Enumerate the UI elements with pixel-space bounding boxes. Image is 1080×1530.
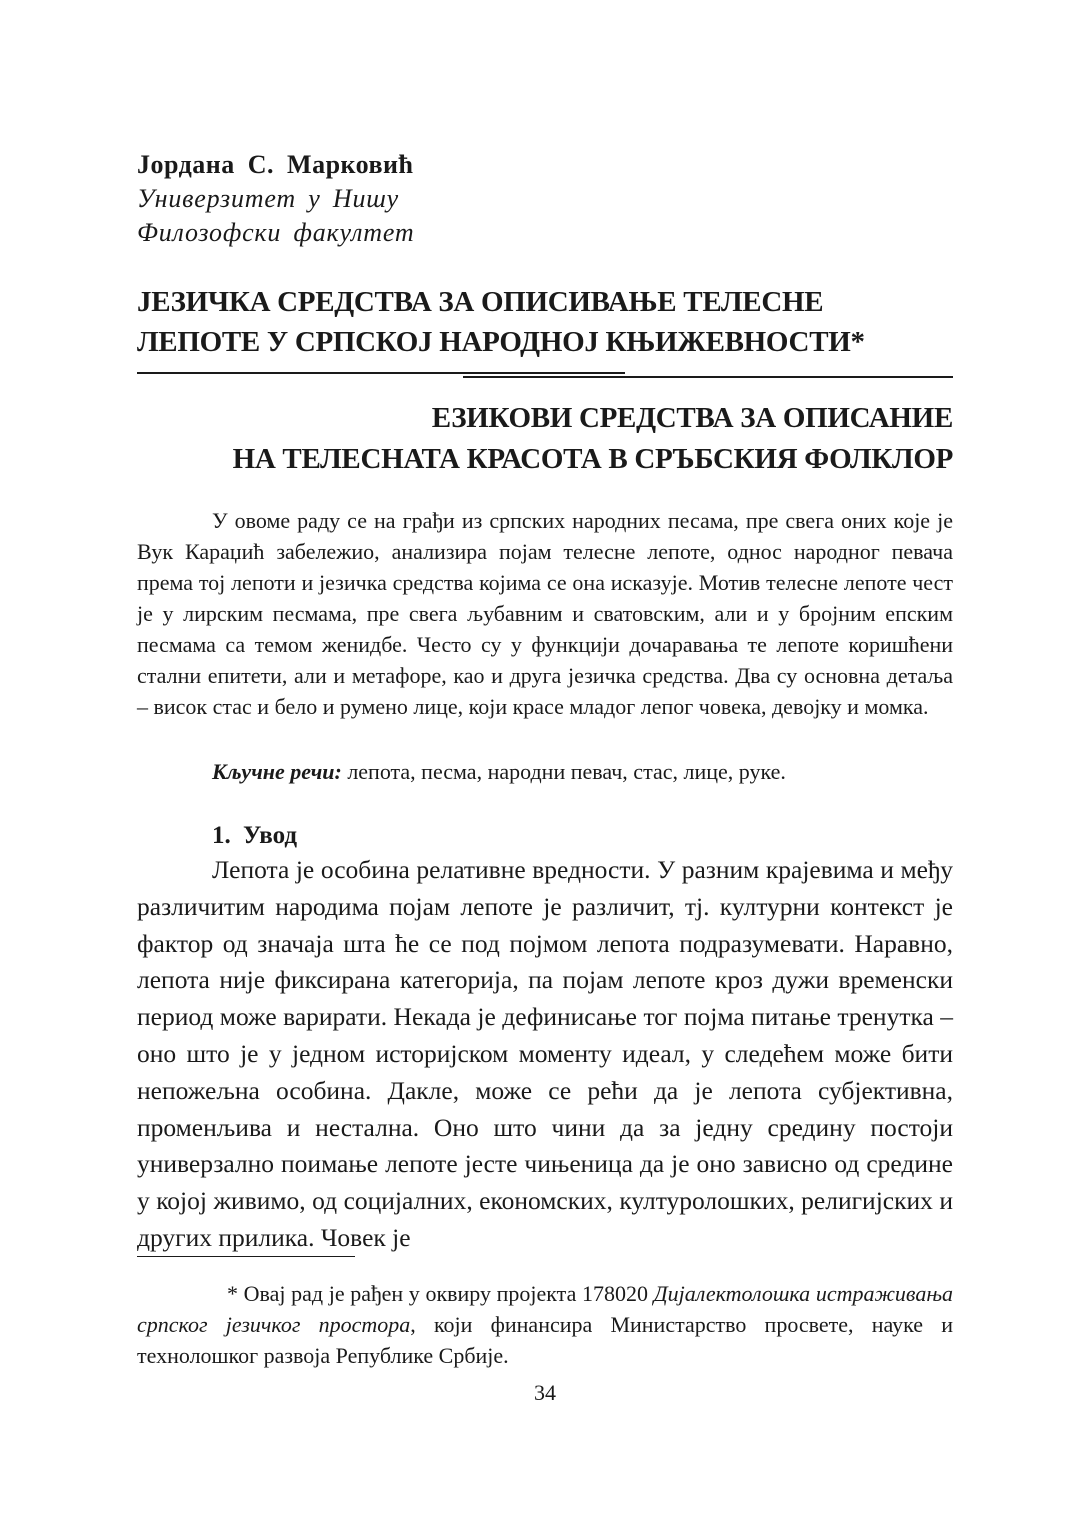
introduction-paragraph: Лепота је особина релативне вредности. У разним крајевима и међу различитим народима појам лепоте је различит, тј. културни контекст је фактор од значаја шта ће се под појмом лепота подразумевати. Наравно, лепота није фиксирана категорија, па појам лепоте кроз дужи временски период може варирати. Некада је дефинисање тог појма питање тренутка – оно што је у једном историјском моменту идеал, у следећем може бити непожељна особина. Дакле, може се рећи да је лепота субјективна, променљива и нестална. Оно што чини да за једну средину постоји универзално поимање лепоте јесте чињеница да је оно зависно од средине у којој живимо, од социјалних, економских, културолошких, религијских и других прилика. Човек је [137, 855, 953, 1252]
article-title-serbian-line-2: ЛЕПОТЕ У СРПСКОЈ НАРОДНОЈ КЊИЖЕВНОСТИ* [137, 326, 865, 358]
footnote-project-title: Дијалектолошка истраживања српског језичког простора [137, 1281, 953, 1337]
page-number: 34 [534, 1380, 556, 1405]
footnote-prefix: * Овај рад је рађен у оквиру пројекта 178020 [227, 1281, 654, 1306]
keywords-text: лепота, песма, народни певач, стас, лице, руке. [341, 759, 786, 784]
author-name: Јордана С. Марковић [137, 150, 414, 179]
keywords-label: Кључне речи: [212, 759, 342, 784]
article-title-bulgarian-line-1: ЕЗИКОВИ СРЕДСТВА ЗА ОПИСАНИЕ [431, 402, 953, 434]
footnote-suffix: , који финансира Министарство просвете, науке и технолошког развоја Републике Србије. [137, 1312, 953, 1368]
article-title-serbian-line-1: ЈЕЗИЧКА СРЕДСТВА ЗА ОПИСИВАЊЕ ТЕЛЕСНЕ [137, 286, 824, 318]
footnote-divider [137, 1256, 355, 1257]
author-faculty: Филозофски факултет [137, 218, 415, 247]
article-title-serbian [137, 282, 957, 362]
keywords-line [137, 756, 953, 787]
article-title-bulgarian-line-2: НА ТЕЛЕСНАТА КРАСОТА В СРЪБСКИЯ ФОЛКЛОР [232, 443, 953, 475]
section-heading-introduction: 1. Увод [212, 822, 298, 849]
author-university: Универзитет у Нишу [137, 184, 400, 213]
title-divider-right [463, 376, 953, 378]
footnote [137, 1278, 953, 1371]
author-block [137, 148, 414, 250]
article-title-bulgarian [133, 398, 953, 480]
abstract-paragraph: У овоме раду се на грађи из српских народних песама, пре свега оних које је Вук Караџић забележио, анализира појам телесне лепоте, однос народног певача према тој лепоти и језичка средства којима се она исказује. Мотив телесне лепоте чест је у лирским песмама, пре свега љубавним и сватовским, али и у бројним епским песмама са темом женидбе. Често су у функцији дочаравања те лепоте коришћени стални епитети, али и метафоре, као и друга језичка средства. Два су основна детаља – висок стас и бело и румено лице, који красе младог лепог човека, девојку и момка. [137, 508, 953, 719]
title-divider-left [137, 372, 625, 374]
